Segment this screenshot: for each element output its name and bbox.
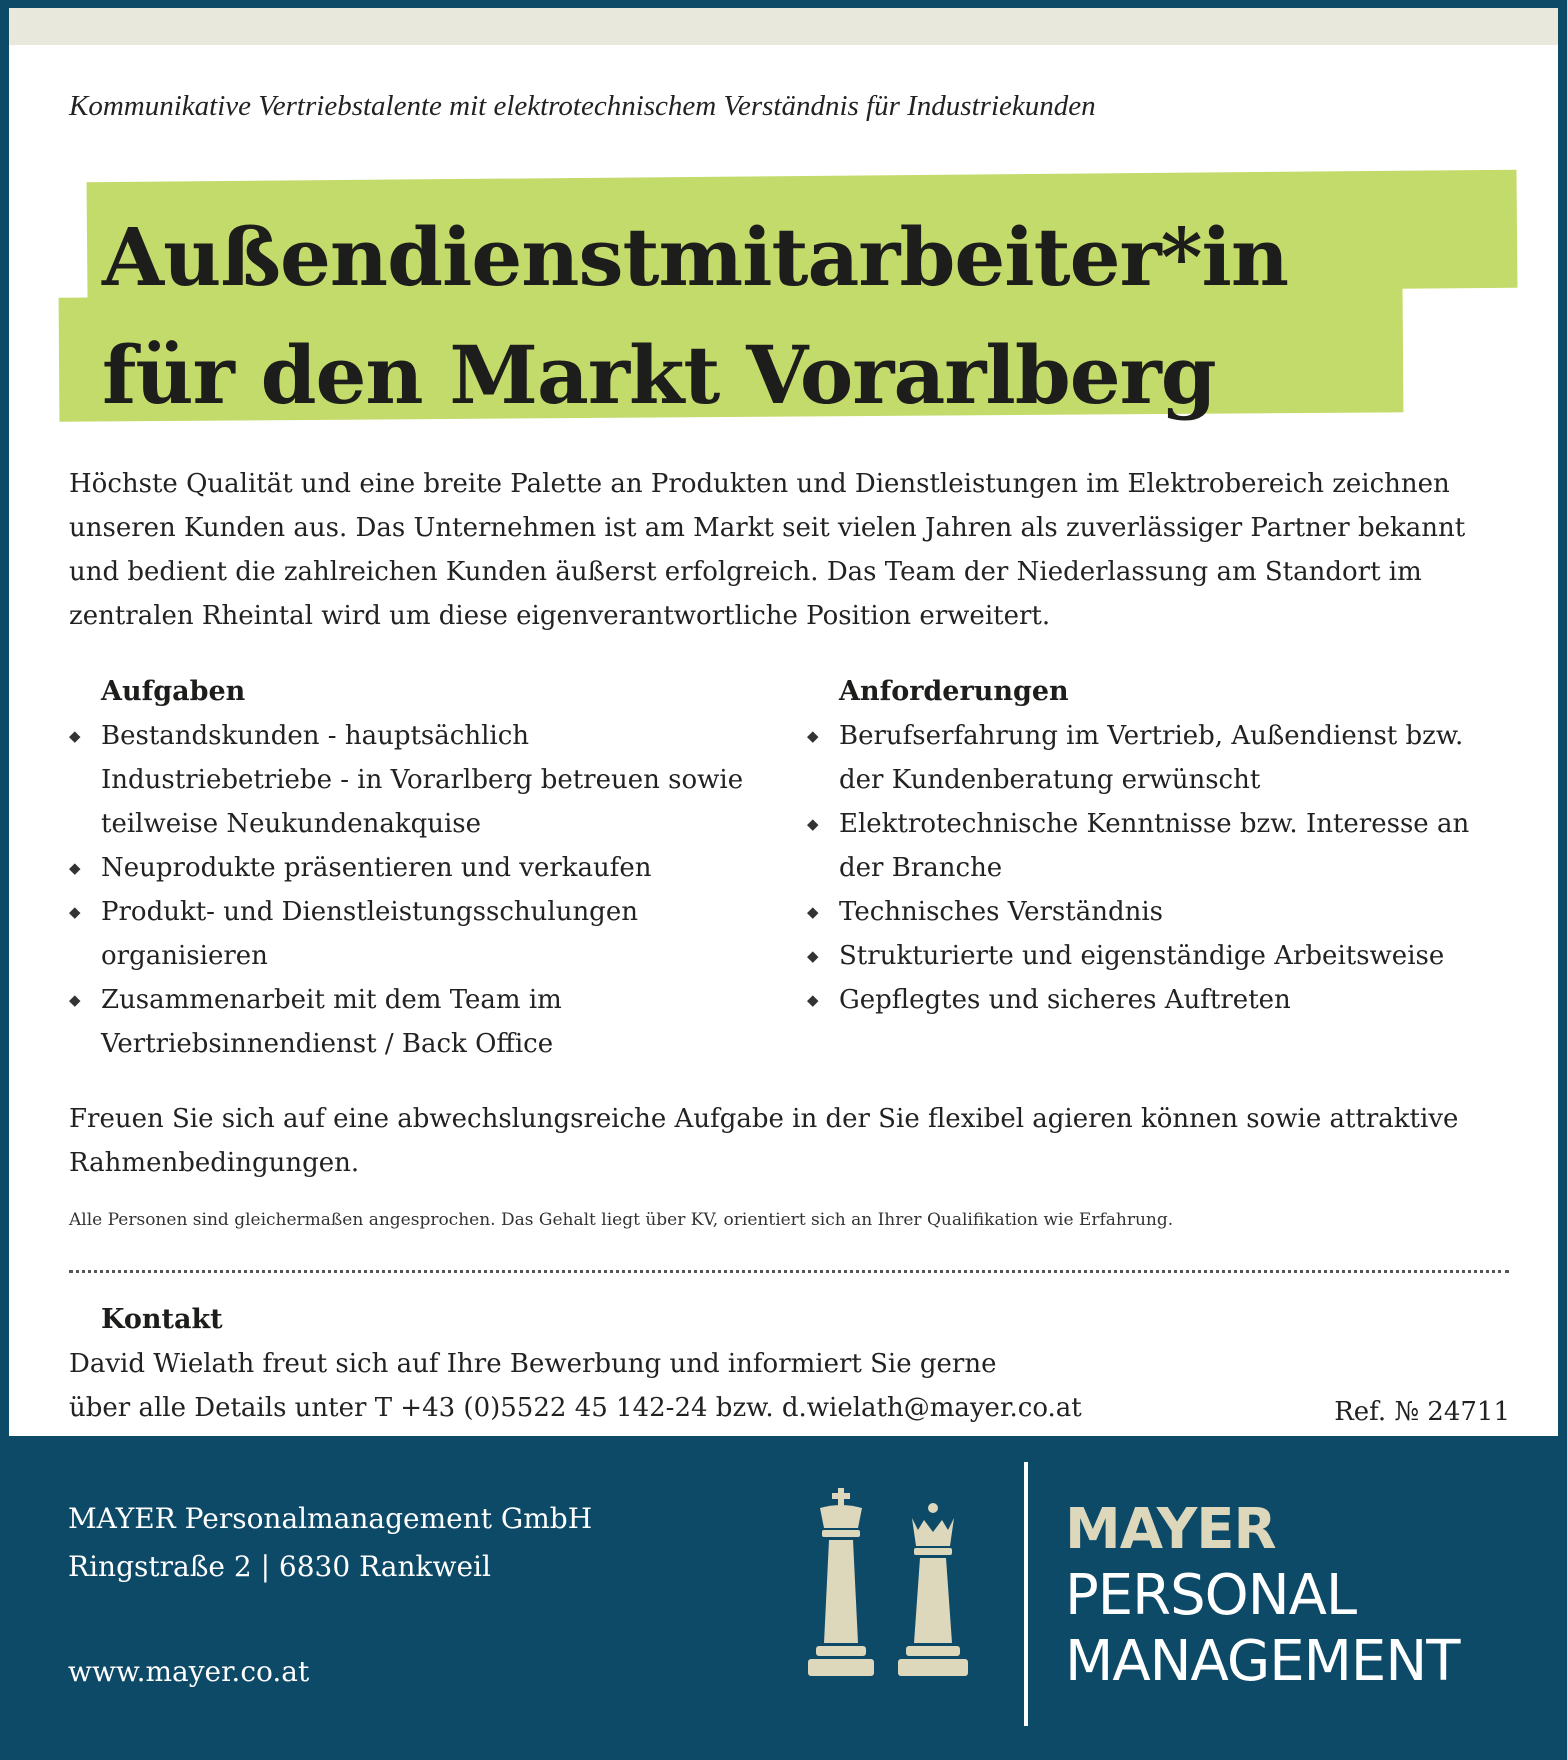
list-item: ◆ Strukturierte und eigenständige Arbeitsweise xyxy=(807,934,1497,978)
diamond-bullet-icon: ◆ xyxy=(69,903,81,921)
diamond-bullet-icon: ◆ xyxy=(807,903,819,921)
equal-opportunity-note: Alle Personen sind gleichermaßen angesprochen. Das Gehalt liegt über KV, orientiert sich an Ihrer Qualifikation wie Erfahrung. xyxy=(69,1210,1174,1230)
job-title-line1: Außendienstmitarbeiter*in xyxy=(102,210,1289,304)
footer-website[interactable]: www.mayer.co.at xyxy=(68,1655,310,1688)
list-item: ◆ Bestandskunden - hauptsächlich Industriebetriebe - in Vorarlberg betreuen sowie teilweise Neukundenakquise xyxy=(69,714,759,846)
kontakt-line2[interactable]: über alle Details unter T +43 (0)5522 45 142-24 bzw. d.wielath@mayer.co.at xyxy=(69,1393,1082,1423)
closing-paragraph: Freuen Sie sich auf eine abwechslungsreiche Aufgabe in der Sie flexibel agieren können sowie attraktive Rahmenbedingungen. xyxy=(69,1104,1459,1178)
brand-name: MAYER xyxy=(1065,1497,1276,1562)
aufgaben-heading: Aufgaben xyxy=(101,676,246,707)
brand-line-personal: PERSONAL xyxy=(1065,1563,1357,1628)
anforderungen-heading: Anforderungen xyxy=(839,676,1069,707)
diamond-bullet-icon: ◆ xyxy=(807,991,819,1009)
chess-king-and-queen-icon xyxy=(800,1488,985,1688)
job-ad-paper xyxy=(9,8,1558,1436)
footer-company: MAYER Personalmanagement GmbH xyxy=(68,1502,593,1535)
list-item: ◆ Gepflegtes und sicheres Auftreten xyxy=(807,978,1497,1022)
list-item: ◆ Berufserfahrung im Vertrieb, Außendienst bzw. der Kundenberatung erwünscht xyxy=(807,714,1497,802)
subtitle: Kommunikative Vertriebstalente mit elektrotechnischem Verständnis für Industriekunden xyxy=(69,90,1096,122)
job-title xyxy=(102,198,1288,434)
diamond-bullet-icon: ◆ xyxy=(807,727,819,745)
brand-line-management: MANAGEMENT xyxy=(1065,1629,1460,1694)
kontakt-heading: Kontakt xyxy=(101,1304,223,1335)
diamond-bullet-icon: ◆ xyxy=(69,859,81,877)
aufgaben-list xyxy=(69,714,759,1066)
anforderungen-section xyxy=(807,670,1497,1022)
diamond-bullet-icon: ◆ xyxy=(69,991,81,1009)
aufgaben-section xyxy=(69,670,759,1066)
footer-divider xyxy=(1024,1462,1028,1726)
job-title-line2: für den Markt Vorarlberg xyxy=(102,328,1216,422)
list-item: ◆ Technisches Verständnis xyxy=(807,890,1497,934)
diamond-bullet-icon: ◆ xyxy=(807,815,819,833)
reference-number: Ref. № 24711 xyxy=(1334,1397,1510,1427)
diamond-bullet-icon: ◆ xyxy=(807,947,819,965)
anforderungen-list xyxy=(807,714,1497,1022)
kontakt-section xyxy=(69,1298,1519,1430)
list-item: ◆ Zusammenarbeit mit dem Team im Vertriebsinnendienst / Back Office xyxy=(69,978,759,1066)
top-band xyxy=(9,8,1558,45)
list-item: ◆ Neuprodukte präsentieren und verkaufen xyxy=(69,846,759,890)
list-item: ◆ Produkt- und Dienstleistungsschulungen organisieren xyxy=(69,890,759,978)
kontakt-line1: David Wielath freut sich auf Ihre Bewerbung und informiert Sie gerne xyxy=(69,1349,997,1379)
list-item: ◆ Elektrotechnische Kenntnisse bzw. Interesse an der Branche xyxy=(807,802,1497,890)
footer-address: Ringstraße 2 | 6830 Rankweil xyxy=(68,1550,491,1583)
dotted-divider xyxy=(69,1270,1509,1273)
diamond-bullet-icon: ◆ xyxy=(69,727,81,745)
intro-paragraph: Höchste Qualität und eine breite Palette an Produkten und Dienstleistungen im Elektrobereich zeichnen unseren Kunden aus. Das Unternehmen ist am Markt seit vielen Jahren als zuverlässiger Partner bekannt und bedient die zahlreichen Kunden äußerst erfolgreich. Das Team der Niederlassung am Standort im zentralen Rheintal wird um diese eigenverantwortliche Position erweitert. xyxy=(69,469,1466,631)
